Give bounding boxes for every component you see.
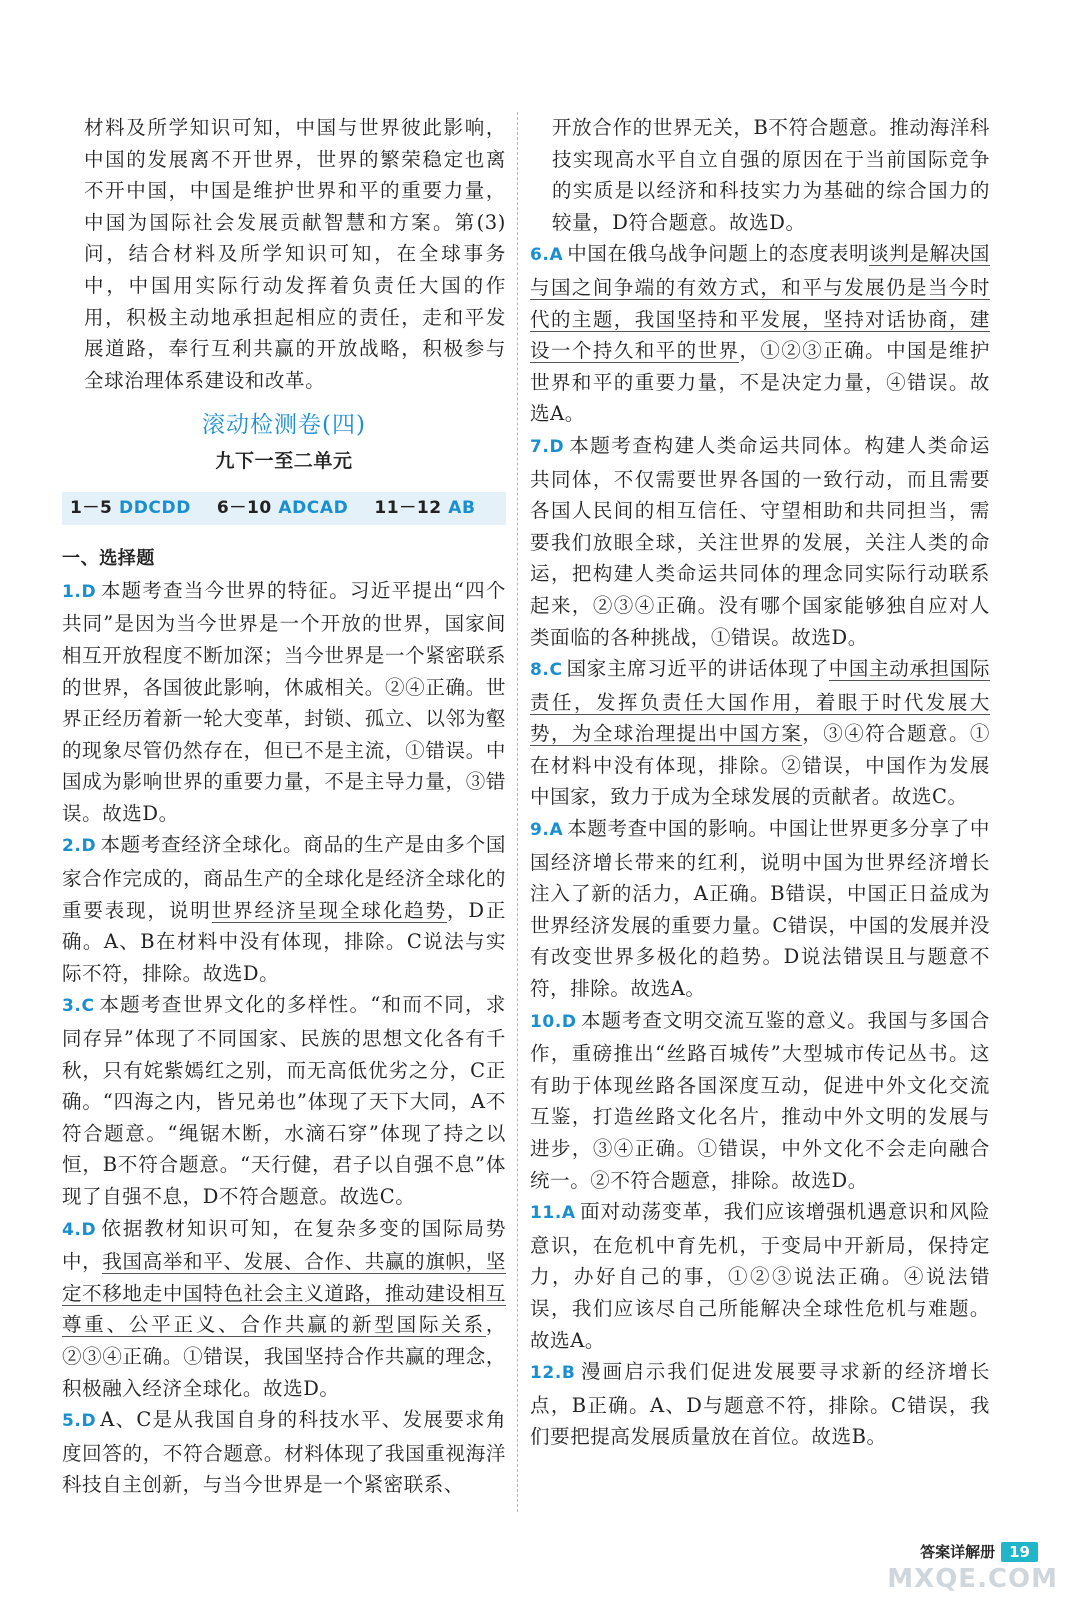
right-column xyxy=(530,112,990,1453)
underlined-text: 谈判是解决国与国之间争端的有效方式，和平与发展仍是当今时代的主题，我国坚持和平发展，坚持对话协商，建设一个持久和平的世界 xyxy=(530,242,990,363)
continuation-paragraph: 材料及所学知识可知，中国与世界彼此影响，中国的发展离不开世界，世界的繁荣稳定也离不开中国，中国是维护世界和平的重要力量，中国为国际社会发展贡献智慧和方案。第(3)问，结合材料及所学知识可知，在全球事务中，中国用实际行动发挥着负责任大国的作用，积极主动地承担起相应的责任，走和平发展道路，奉行互利共赢的开放战略，积极参与全球治理体系建设和改革。 xyxy=(84,116,506,392)
underlined-text: 我国高举和平、发展、合作、共赢的旗帜，坚定不移地走中国特色社会主义道路，推动建设相互尊重、公平正义、合作共赢的新型国际关系 xyxy=(62,1250,506,1337)
question-1: 1.D 本题考查当今世界的特征。习近平提出“四个共同”是因为当今世界是一个开放的世界，国家间相互开放程度不断加深；当今世界是一个紧密联系的世界，各国彼此影响，休戚相关。②④正确。世界正经历着新一轮大变革，封锁、孤立、以邻为壑的现象尽管仍然存在，但已不是主流，①错误。中国成为影响世界的重要力量，不是主导力量，③错误。故选D。 xyxy=(62,578,506,825)
question-12: 12.B 漫画启示我们促进发展要寻求新的经济增长点，B正确。A、D与题意不符，排除。C错误，我们要把提高发展质量放在首位。故选B。 xyxy=(530,1360,990,1449)
question-4: 4.D 依据教材知识可知，在复杂多变的国际局势中，我国高举和平、发展、合作、共赢的旗帜，坚定不移地走中国特色社会主义道路，推动建设相互尊重、公平正义、合作共赢的新型国际关系，②③④正确。①错误，我国坚持合作共赢的理念，积极融入经济全球化。故选D。 xyxy=(62,1216,506,1400)
answer-key-group: 6－10 ADCAD xyxy=(216,497,349,518)
question-11: 11.A 面对动荡变革，我们应该增强机遇意识和风险意识，在危机中育先机，于变局中开新局，保持定力，办好自己的事，①②③说法正确。④说法错误，我们应该尽自己所能解决全球性危机与难题。故选A。 xyxy=(530,1200,990,1352)
left-column xyxy=(62,112,506,1501)
question-2: 2.D 本题考查经济全球化。商品的生产是由多个国家合作完成的，商品生产的全球化是经济全球化的重要表现，说明世界经济呈现全球化趋势，D正确。A、B在材料中没有体现，排除。C说法与实际不符，排除。故选D。 xyxy=(62,833,506,985)
question-5: 5.D A、C是从我国自身的科技水平、发展要求角度回答的，不符合题意。材料体现了我国重视海洋科技自主创新，与当今世界是一个紧密联系、 xyxy=(62,1408,506,1497)
section-title: 滚动检测卷(四) xyxy=(202,412,366,439)
section-subtitle: 九下一至二单元 xyxy=(215,449,353,472)
page-footer xyxy=(920,1541,1038,1562)
underlined-text: 中国主动承担国际责任，发挥负责任大国作用，着眼于时代发展大势，为全球治理提出中国方案 xyxy=(530,657,990,746)
answer-key-group: 1－5 DDCDD xyxy=(70,497,191,518)
watermark-logo: MXQE.COM xyxy=(887,1564,1058,1594)
answer-key-group: 11－12 AB xyxy=(374,497,476,518)
section-heading: 一、选择题 xyxy=(62,548,155,570)
question-7: 7.D 本题考查构建人类命运共同体。构建人类命运共同体，不仅需要世界各国的一致行动，而且需要各国人民间的相互信任、守望相助和共同担当，需要我们放眼全球，关注世界的发展，关注人类的命运，把构建人类命运共同体的理念同实际行动联系起来，②③④正确。没有哪个国家能够独自应对人类面临的各种挑战，①错误。故选D。 xyxy=(530,433,990,649)
answer-key-bar xyxy=(62,492,506,526)
question-3: 3.C 本题考查世界文化的多样性。“和而不同，求同存异”体现了不同国家、民族的思想文化各有千秋，只有姹紫嫣红之别，而无高低优劣之分，C正确。“四海之内，皆兄弟也”体现了天下大同，A不符合题意。“绳锯木断，水滴石穿”体现了持之以恒，B不符合题意。“天行健，君子以自强不息”体现了自强不息，D不符合题意。故选C。 xyxy=(62,993,506,1208)
underlined-text: 世界经济呈现全球化趋势 xyxy=(211,898,447,922)
question-9: 9.A 本题考查中国的影响。中国让世界更多分享了中国经济增长带来的红利，说明中国为世界经济增长注入了新的活力，A正确。B错误，中国正日益成为世界经济发展的重要力量。C错误，中国的发展并没有改变世界多极化的趋势。D说法错误且与题意不符，排除。故选A。 xyxy=(530,817,990,1001)
question-6: 6.A 中国在俄乌战争问题上的态度表明谈判是解决国与国之间争端的有效方式，和平与发展仍是当今时代的主题，我国坚持和平发展，坚持对话协商，建设一个持久和平的世界，①②③正确。中国是维护世界和平的重要力量，不是决定力量，④错误。故选A。 xyxy=(530,242,990,426)
page-number: 19 xyxy=(1001,1542,1038,1562)
question-5-continuation: 开放合作的世界无关，B不符合题意。推动海洋科技实现高水平自立自强的原因在于当前国际竞争的实质是以经济和科技实力为基础的综合国力的较量，D符合题意。故选D。 xyxy=(552,116,990,234)
question-8: 8.C 国家主席习近平的讲话体现了中国主动承担国际责任，发挥负责任大国作用，着眼于时代发展大势，为全球治理提出中国方案，③④符合题意。①在材料中没有体现，排除。②错误，中国作为发展中国家，致力于成为全球发展的贡献者。故选C。 xyxy=(530,657,990,809)
footer-tag: 答案详解册 xyxy=(920,1543,996,1561)
question-10: 10.D 本题考查文明交流互鉴的意义。我国与多国合作，重磅推出“丝路百城传”大型城市传记丛书。这有助于体现丝路各国深度互动，促进中外文化交流互鉴，打造丝路文化名片，推动中外文明的发展与进步，③④正确。①错误，中外文化不会走向融合统一。②不符合题意，排除。故选D。 xyxy=(530,1008,990,1192)
column-divider xyxy=(517,112,518,1512)
